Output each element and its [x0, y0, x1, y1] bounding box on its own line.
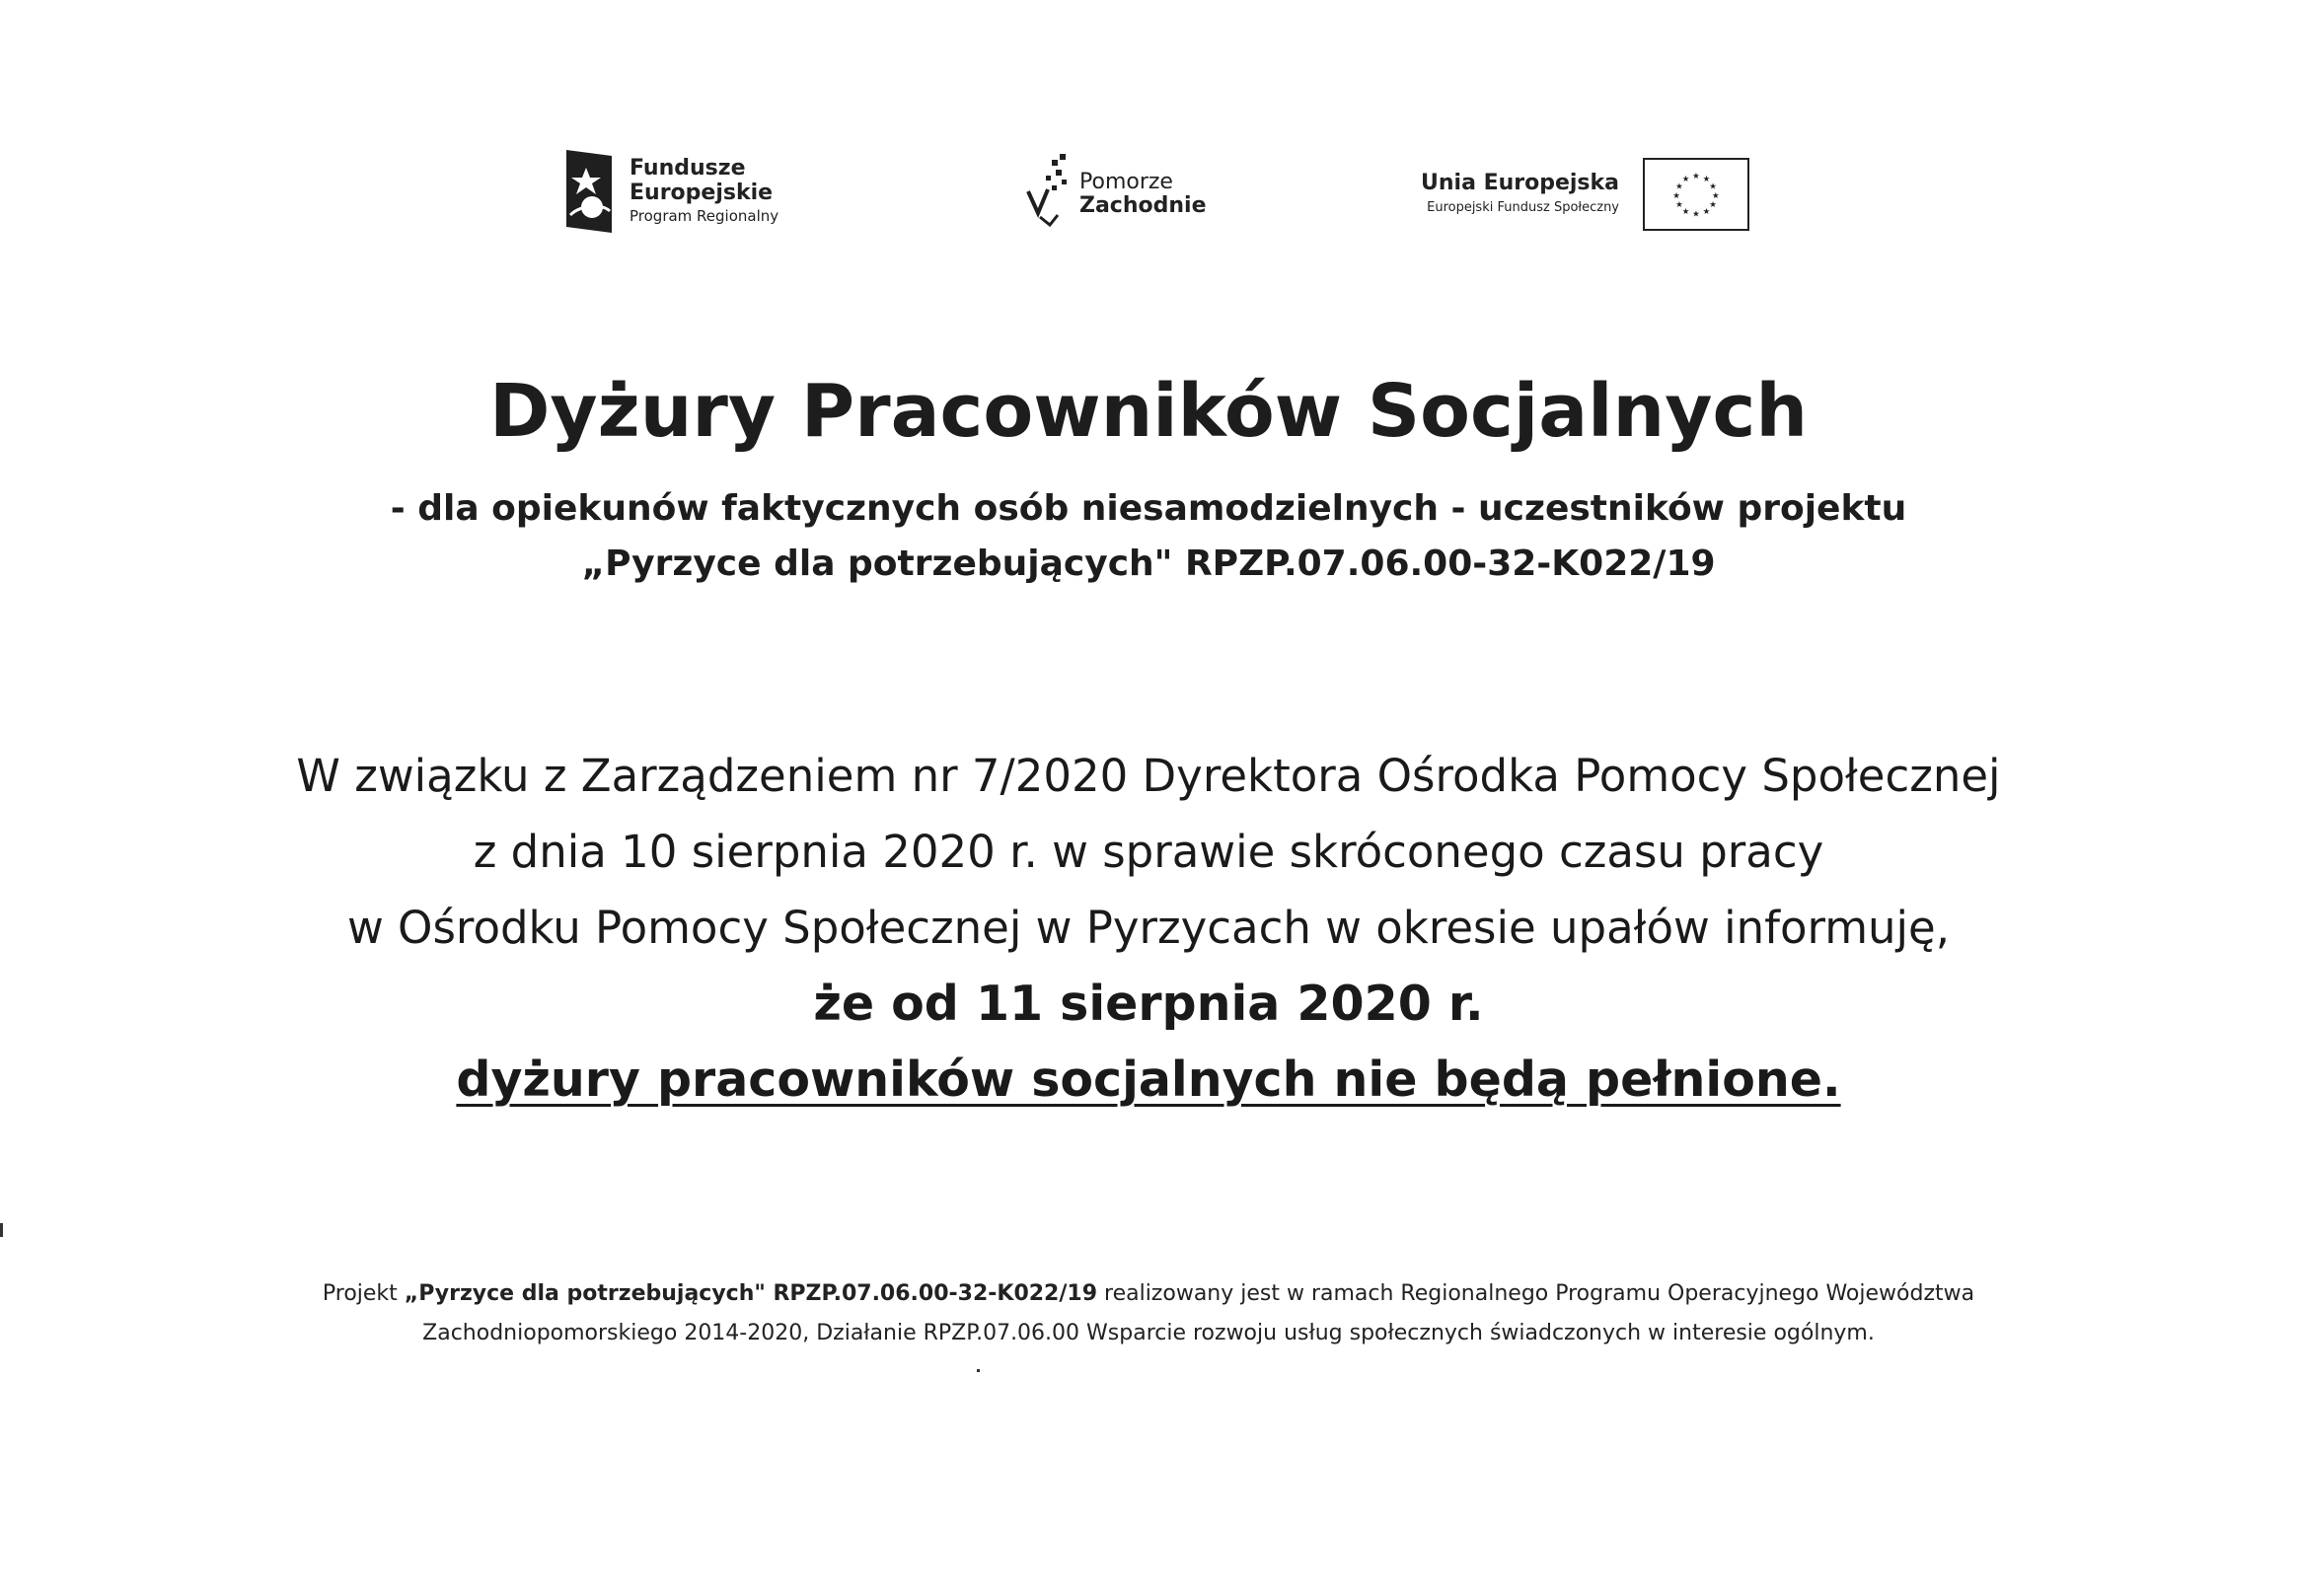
- fundusze-europejskie-logo: [562, 146, 778, 237]
- svg-text:★: ★: [1672, 190, 1680, 201]
- pomorze-line2: Zachodnie: [1079, 193, 1207, 218]
- footer-project-name: „Pyrzyce dla potrzebujących" RPZP.07.06.00-32-K022/19: [404, 1281, 1098, 1306]
- fundusze-line3: Program Regionalny: [630, 207, 779, 225]
- svg-text:★: ★: [1702, 206, 1711, 217]
- svg-text:★: ★: [1675, 200, 1683, 211]
- fundusze-europejskie-icon: [562, 146, 616, 237]
- svg-text:★: ★: [1681, 206, 1690, 217]
- footer-line2: Zachodniopomorskiego 2014-2020, Działanie RPZP.07.06.00 Wsparcie rozwoju usług społecznych świadczonych w interesie ogólnym.: [422, 1321, 1875, 1345]
- eu-flag-icon: [1643, 158, 1749, 231]
- svg-text:★: ★: [1709, 181, 1717, 192]
- scan-speck: [977, 1369, 980, 1372]
- pomorze-line1: Pomorze: [1079, 170, 1173, 194]
- pomorze-zachodnie-logo: [1024, 150, 1207, 229]
- svg-text:★: ★: [1692, 209, 1700, 220]
- page-title: Dyżury Pracowników Socjalnych: [488, 369, 1808, 454]
- svg-text:★: ★: [1712, 190, 1720, 201]
- svg-text:★: ★: [1692, 171, 1700, 181]
- body-line3: w Ośrodku Pomocy Społecznej w Pyrzycach w okresie upałów informuję,: [346, 902, 1951, 954]
- unia-line1: Unia Europejska: [1421, 171, 1620, 195]
- body-line5: dyżury pracowników socjalnych nie będą pełnione.: [456, 1052, 1841, 1108]
- body-line5-wrap: [0, 1042, 2297, 1118]
- svg-text:★: ★: [1675, 181, 1683, 192]
- svg-text:★: ★: [1709, 200, 1717, 211]
- pomorze-zachodnie-icon: [1024, 150, 1074, 229]
- unia-europejska-logo: [1421, 158, 1749, 231]
- svg-text:★: ★: [1681, 174, 1690, 184]
- logo-bar: [0, 138, 2297, 247]
- svg-text:★: ★: [1702, 174, 1711, 184]
- footer-note: [0, 1274, 2297, 1353]
- subtitle: [0, 481, 2297, 592]
- fundusze-line1: Fundusze: [630, 156, 746, 181]
- scan-mark: [0, 1223, 3, 1237]
- body-line4: że od 11 sierpnia 2020 r.: [813, 976, 1484, 1032]
- subtitle-line2: „Pyrzyce dla potrzebujących" RPZP.07.06.00-32-K022/19: [581, 544, 1716, 584]
- footer-rest-line1: realizowany jest w ramach Regionalnego Programu Operacyjnego Województwa: [1097, 1281, 1975, 1306]
- footer-line1: [0, 1274, 2297, 1314]
- body-line1: W związku z Zarządzeniem nr 7/2020 Dyrektora Ośrodka Pomocy Społecznej: [296, 750, 2001, 802]
- footer-prefix: Projekt: [322, 1281, 405, 1306]
- fundusze-line2: Europejskie: [630, 181, 774, 205]
- body-line2: z dnia 10 sierpnia 2020 r. w sprawie skróconego czasu pracy: [473, 826, 1824, 878]
- subtitle-line1: - dla opiekunów faktycznych osób niesamodzielnych - uczestników projektu: [390, 488, 1907, 529]
- announcement-body: [0, 738, 2297, 1118]
- unia-line2: Europejski Fundusz Społeczny: [1427, 200, 1620, 215]
